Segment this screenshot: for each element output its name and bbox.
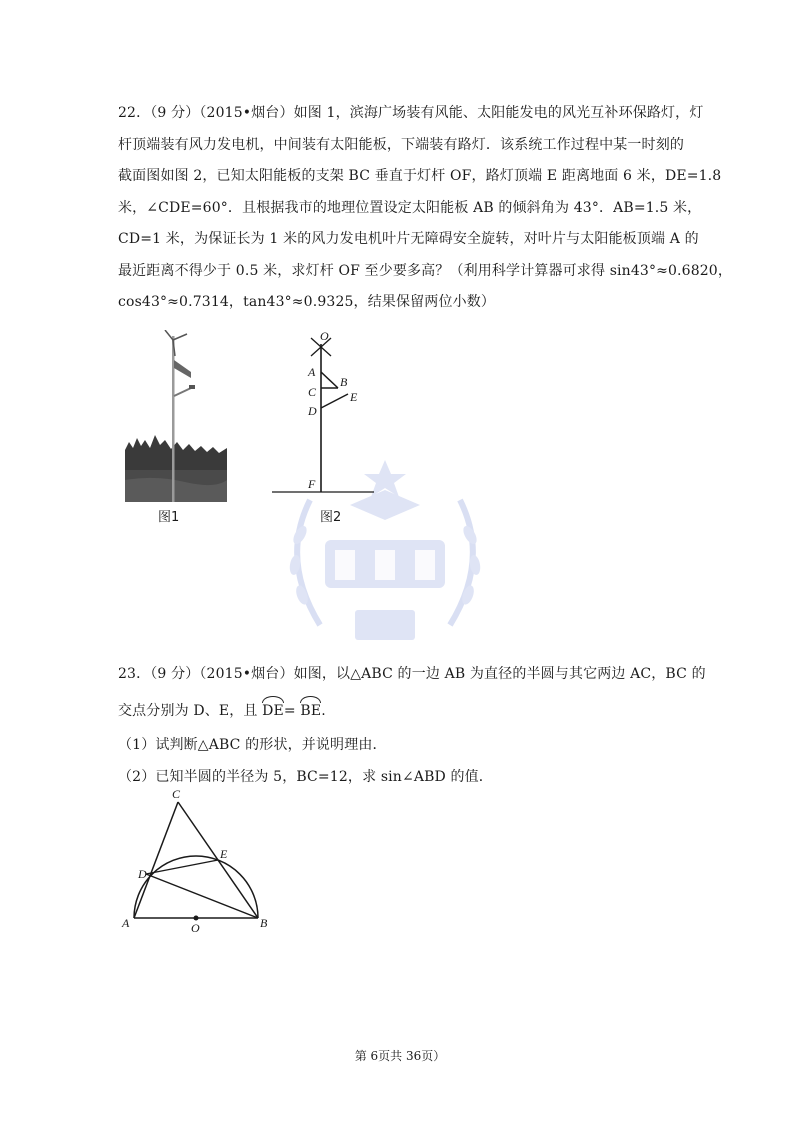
q23-sub-1: （1）试判断△ABC 的形状，并说明理由． [118, 737, 387, 753]
fig23-label-o: O [191, 921, 200, 935]
fig2-label-d: D [308, 404, 317, 418]
page-footer: 第 6页共 36页） [354, 1049, 446, 1063]
fig2-label-c: C [308, 385, 317, 399]
fig23-label-d: D [138, 867, 147, 881]
arc-be: BE [300, 693, 321, 730]
q22-line: CD=1 米，为保证长为 1 米的风力发电机叶片无障碍安全旋转，对叶片与太阳能板顶端 A 的 [118, 231, 699, 247]
fig2-label-f: F [308, 477, 316, 491]
q23-equals: = [283, 703, 301, 719]
fig2-label-e: E [350, 390, 358, 404]
q22-line: cos43°≈0.7314，tan43°≈0.9325，结果保留两位小数） [118, 294, 496, 310]
q22-line: 米，∠CDE=60°．且根据我市的地理位置设定太阳能板 AB 的倾斜角为 43°．AB=1.5 米， [118, 199, 702, 216]
fig2-label-a: A [308, 365, 316, 379]
fig23-label-b: B [260, 916, 268, 930]
fig23-label-e: E [220, 847, 228, 861]
figure-q23-semicircle [118, 786, 278, 936]
figure-1-photo [125, 330, 227, 502]
q22-line: 最近距离不得少于 0.5 米，求灯杆 OF 至少要多高？（利用科学计算器可求得 sin43°≈0.6820， [118, 262, 733, 279]
fig23-label-c: C [172, 787, 181, 801]
q23-line [118, 693, 688, 730]
question-23 [118, 656, 706, 793]
q22-line: 杆顶端装有风力发电机，中间装有太阳能板，下端装有路灯．该系统工作过程中某一时刻的 [118, 136, 684, 153]
q23-period: . [321, 703, 326, 719]
figure-1-caption: 图1 [158, 510, 180, 525]
figure-2-diagram [268, 326, 378, 498]
q23-sub-2: （2）已知半圆的半径为 5，BC=12，求 sin∠ABD 的值． [118, 768, 493, 785]
q22-line: 截面图如图 2，已知太阳能板的支架 BC 垂直于灯杆 OF，路灯顶端 E 距离地面 6 米，DE=1.8 [118, 168, 722, 184]
q23-line2-text: 交点分别为 D、E，且 [118, 703, 263, 719]
fig2-label-b: B [340, 375, 348, 389]
q22-line: 22．（9 分）（2015•烟台）如图 1，滨海广场装有风能、太阳能发电的风光互补环保路灯，灯 [118, 105, 704, 121]
figure-2-caption: 图2 [320, 510, 342, 525]
q23-line: 23．（9 分）（2015•烟台）如图，以△ABC 的一边 AB 为直径的半圆与其它两边 AC，BC 的 [118, 666, 706, 682]
arc-de: DE [262, 693, 284, 730]
fig23-label-a: A [122, 916, 130, 930]
fig2-label-o: O [320, 329, 329, 343]
question-22 [118, 98, 733, 319]
